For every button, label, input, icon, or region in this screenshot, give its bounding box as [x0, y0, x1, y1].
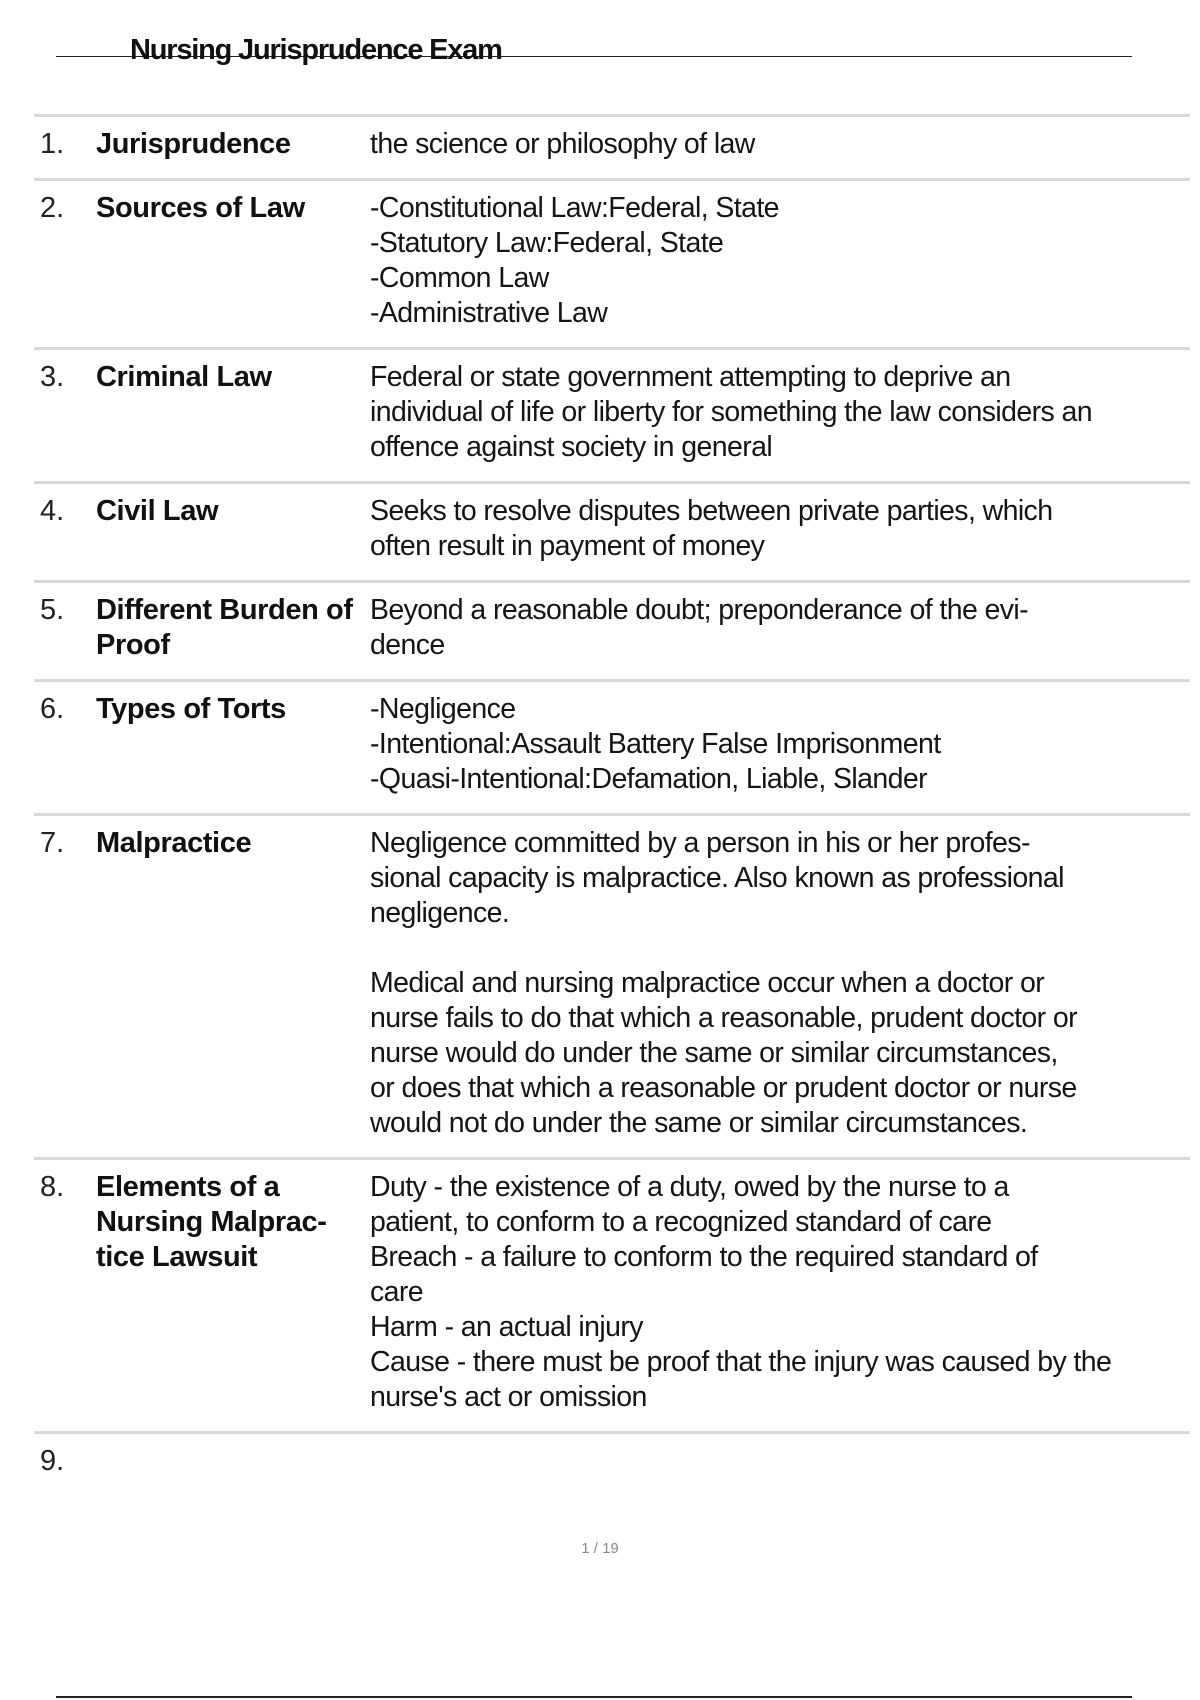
definition-line: Beyond a reasonable doubt; preponderance of the evi-: [370, 594, 1029, 626]
card-term: Elements of a Nursing Malprac- tice Lawsuit: [96, 1171, 327, 1273]
definition-line: -Intentional:Assault Battery False Imprisonment: [370, 728, 941, 760]
definition-line: Negligence committed by a person in his or her profes-: [370, 827, 1030, 859]
card-term: Different Burden of Proof: [96, 594, 353, 661]
definition-line: -Quasi-Intentional:Defamation, Liable, Slander: [370, 763, 927, 795]
card-term: [96, 1444, 370, 1479]
definition-line: the science or philosophy of law: [370, 128, 755, 160]
definition-line: Cause - there must be proof that the injury was caused by the: [370, 1346, 1112, 1378]
card-number: 7.: [40, 827, 65, 859]
document-title: Nursing Jurisprudence Exam: [130, 34, 502, 66]
definition-line: negligence.: [370, 897, 510, 929]
flashcard-row: [34, 481, 1190, 580]
flashcard-row: [34, 679, 1190, 813]
flashcard-row: [34, 1431, 1190, 1495]
flashcard-row: [34, 813, 1190, 1157]
definition-line: care: [370, 1276, 424, 1308]
card-number: 3.: [40, 361, 65, 393]
definition-line: dence: [370, 629, 445, 661]
flashcard-row: [34, 580, 1190, 679]
card-definition: [370, 1444, 1190, 1479]
document-header: [56, 30, 1132, 66]
card-number: 1.: [40, 128, 65, 160]
definition-line: offence against society in general: [370, 431, 773, 463]
card-term: Civil Law: [96, 495, 219, 527]
flashcard-row: [34, 347, 1190, 481]
definition-line: nurse's act or omission: [370, 1381, 647, 1413]
card-definition: [370, 1170, 1190, 1415]
definition-line: Seeks to resolve disputes between private parties, which: [370, 495, 1053, 527]
card-number: 2.: [40, 192, 65, 224]
definition-line: sional capacity is malpractice. Also known as professional: [370, 862, 1064, 894]
card-term: Sources of Law: [96, 192, 305, 224]
definition-line: -Common Law: [370, 262, 549, 294]
card-definition: [370, 826, 1190, 1141]
definition-line: patient, to conform to a recognized standard of care: [370, 1206, 992, 1238]
definition-line: individual of life or liberty for something the law considers an: [370, 396, 1092, 428]
definition-line: or does that which a reasonable or prudent doctor or nurse: [370, 1072, 1077, 1104]
page-indicator: 1 / 19: [581, 1540, 619, 1557]
flashcard-row: [34, 1157, 1190, 1431]
card-definition: [370, 494, 1190, 564]
definition-line: Duty - the existence of a duty, owed by the nurse to a: [370, 1171, 1009, 1203]
card-number: 4.: [40, 495, 65, 527]
definition-line: nurse would do under the same or similar circumstances,: [370, 1037, 1058, 1069]
definition-line: Breach - a failure to conform to the required standard of: [370, 1241, 1038, 1273]
card-term: Malpractice: [96, 827, 252, 859]
card-number: 8.: [40, 1171, 65, 1203]
card-definition: [370, 360, 1190, 465]
card-definition: [370, 127, 1190, 162]
definition-line: nurse fails to do that which a reasonable, prudent doctor or: [370, 1002, 1078, 1034]
flashcard-row: [34, 114, 1190, 178]
flashcard-list: [34, 114, 1190, 1495]
definition-line: -Administrative Law: [370, 297, 608, 329]
card-number: 6.: [40, 693, 65, 725]
definition-line: -Negligence: [370, 693, 516, 725]
card-definition: [370, 191, 1190, 331]
paragraph-gap: [370, 931, 1170, 966]
card-definition: [370, 692, 1190, 797]
card-term: Jurisprudence: [96, 128, 291, 160]
definition-line: Harm - an actual injury: [370, 1311, 643, 1343]
footer-rule: [56, 1696, 1132, 1698]
card-number: 9.: [40, 1445, 65, 1477]
card-number: 5.: [40, 594, 65, 626]
definition-line: -Statutory Law:Federal, State: [370, 227, 724, 259]
definition-line: Federal or state government attempting to deprive an: [370, 361, 1011, 393]
card-term: Criminal Law: [96, 361, 272, 393]
card-definition: [370, 593, 1190, 663]
definition-line: -Constitutional Law:Federal, State: [370, 192, 779, 224]
card-term: Types of Torts: [96, 693, 286, 725]
flashcard-row: [34, 178, 1190, 347]
definition-line: would not do under the same or similar circumstances.: [370, 1107, 1028, 1139]
definition-line: Medical and nursing malpractice occur when a doctor or: [370, 967, 1045, 999]
definition-line: often result in payment of money: [370, 530, 765, 562]
